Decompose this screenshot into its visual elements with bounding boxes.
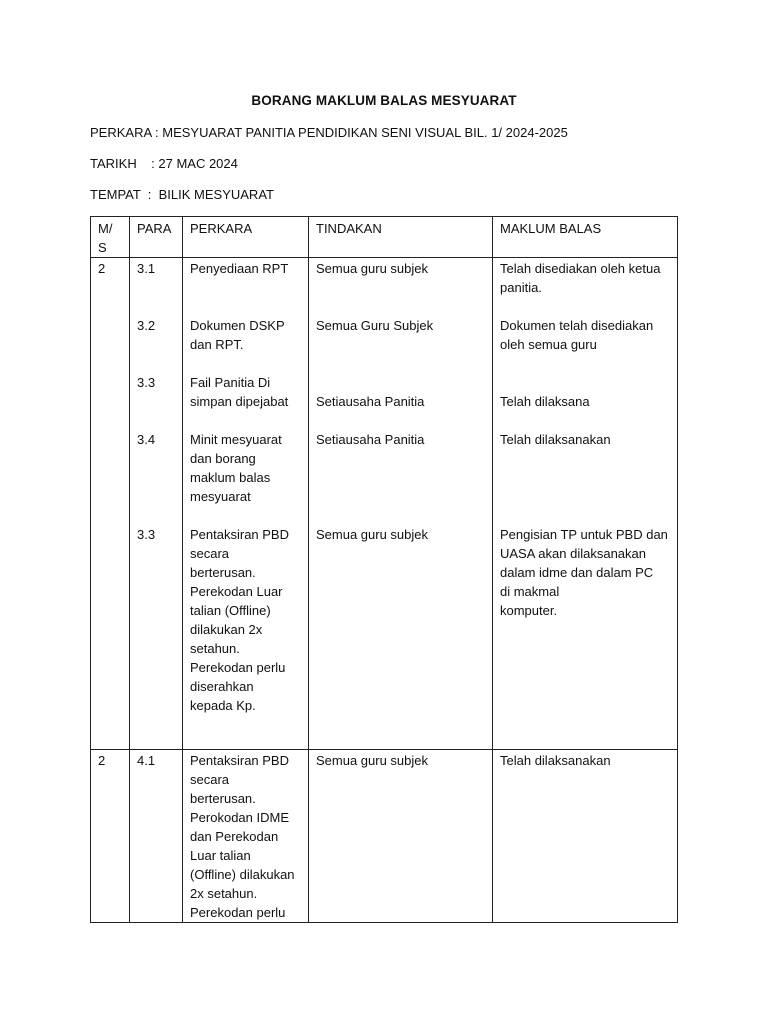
- cell-line: 3.1: [137, 261, 156, 276]
- cell-item: [500, 525, 671, 715]
- meeting-date: TARIKH : 27 MAC 2024: [90, 156, 238, 171]
- cell-line: Luar talian: [190, 848, 251, 863]
- cell-line: diserahkan: [190, 679, 254, 694]
- cell-line: Semua guru subjek: [316, 753, 429, 768]
- cell-line: Perokodan IDME: [190, 810, 289, 825]
- cell-line: Telah dilaksanakan: [500, 753, 611, 768]
- cell-line: Semua guru subjek: [316, 527, 429, 542]
- cell-line: dan borang: [190, 451, 256, 466]
- cell-maklum-balas: [493, 258, 678, 750]
- cell-line: Telah dilaksana: [500, 394, 590, 409]
- cell-line: Dokumen telah disediakan: [500, 318, 654, 333]
- cell-line: Pentaksiran PBD: [190, 527, 289, 542]
- cell-ms: 2: [91, 750, 130, 923]
- cell-item: [316, 373, 486, 411]
- cell-line: Setiausaha Panitia: [316, 432, 425, 447]
- header-maklum-balas: MAKLUM BALAS: [493, 217, 678, 258]
- cell-line: talian (Offline): [190, 603, 271, 618]
- cell-item: [137, 430, 176, 506]
- cell-perkara: [183, 750, 309, 923]
- cell-line: di makmal: [500, 584, 560, 599]
- cell-line: setahun.: [190, 641, 240, 656]
- cell-line: Fail Panitia Di: [190, 375, 271, 390]
- cell-line: [500, 373, 671, 392]
- header-perkara: PERKARA: [183, 217, 309, 258]
- cell-item: [190, 751, 302, 922]
- cell-line: secara: [190, 772, 230, 787]
- cell-line: Semua Guru Subjek: [316, 318, 434, 333]
- cell-item: [190, 430, 302, 506]
- cell-line: dilakukan 2x: [190, 622, 263, 637]
- cell-item: [190, 316, 302, 354]
- cell-line: mesyuarat: [190, 489, 251, 504]
- cell-line: panitia.: [500, 280, 542, 295]
- cell-line: dalam idme dan dalam PC: [500, 565, 654, 580]
- cell-ms: 2: [91, 258, 130, 750]
- document-title: BORANG MAKLUM BALAS MESYUARAT: [251, 93, 517, 108]
- table-body: [91, 258, 678, 923]
- cell-line: UASA akan dilaksanakan: [500, 546, 646, 561]
- cell-item: [316, 259, 486, 297]
- cell-item: [500, 259, 671, 297]
- cell-tindakan: [309, 750, 493, 923]
- header-tindakan: TINDAKAN: [309, 217, 493, 258]
- cell-line: Pentaksiran PBD: [190, 753, 289, 768]
- cell-line: Perekodan perlu: [190, 660, 286, 675]
- cell-line: simpan dipejabat: [190, 394, 289, 409]
- cell-item: [190, 259, 302, 297]
- cell-line: Semua guru subjek: [316, 261, 429, 276]
- feedback-table: [90, 216, 678, 923]
- cell-line: 3.3: [137, 527, 156, 542]
- cell-line: Penyediaan RPT: [190, 261, 289, 276]
- cell-item: [316, 316, 486, 354]
- cell-item: [190, 373, 302, 411]
- cell-line: secara: [190, 546, 230, 561]
- cell-line: 3.4: [137, 432, 156, 447]
- meeting-venue: TEMPAT : BILIK MESYUARAT: [90, 187, 274, 202]
- cell-item: [137, 751, 176, 922]
- cell-line: Setiausaha Panitia: [316, 394, 425, 409]
- meeting-perkara: PERKARA : MESYUARAT PANITIA PENDIDIKAN SENI VISUAL BIL. 1/ 2024-2025: [90, 125, 568, 140]
- cell-line: Telah disediakan oleh ketua: [500, 261, 661, 276]
- cell-item: [500, 430, 671, 506]
- cell-line: maklum balas: [190, 470, 271, 485]
- cell-item: [137, 259, 176, 297]
- cell-item: [190, 525, 302, 715]
- cell-line: dan Perekodan: [190, 829, 279, 844]
- table-row: [91, 750, 678, 923]
- cell-line: Perekodan Luar: [190, 584, 283, 599]
- cell-maklum-balas: [493, 750, 678, 923]
- cell-item: [137, 525, 176, 715]
- cell-item: [137, 373, 176, 411]
- cell-item: [316, 525, 486, 715]
- cell-tindakan: [309, 258, 493, 750]
- cell-item: [500, 751, 671, 922]
- header-ms: M/ S: [91, 217, 130, 258]
- cell-perkara: [183, 258, 309, 750]
- table-row: [91, 258, 678, 750]
- cell-line: Minit mesyuarat: [190, 432, 282, 447]
- cell-line: 2x setahun.: [190, 886, 258, 901]
- cell-line: Pengisian TP untuk PBD dan: [500, 527, 668, 542]
- cell-line: Perekodan perlu: [190, 905, 286, 920]
- cell-item: [500, 373, 671, 411]
- cell-line: [316, 373, 486, 392]
- cell-line: Dokumen DSKP: [190, 318, 285, 333]
- cell-line: 4.1: [137, 753, 156, 768]
- cell-para: [130, 258, 183, 750]
- cell-line: (Offline) dilakukan: [190, 867, 295, 882]
- cell-line: oleh semua guru: [500, 337, 597, 352]
- cell-line: kepada Kp.: [190, 698, 256, 713]
- cell-item: [316, 751, 486, 922]
- cell-line: 3.2: [137, 318, 156, 333]
- cell-item: [137, 316, 176, 354]
- cell-line: komputer.: [500, 603, 558, 618]
- cell-line: berterusan.: [190, 565, 256, 580]
- header-para: PARA: [130, 217, 183, 258]
- cell-para: [130, 750, 183, 923]
- cell-item: [316, 430, 486, 506]
- cell-line: 3.3: [137, 375, 156, 390]
- cell-line: dan RPT.: [190, 337, 244, 352]
- cell-line: berterusan.: [190, 791, 256, 806]
- cell-item: [500, 316, 671, 354]
- table-header-row: [91, 217, 678, 258]
- cell-line: Telah dilaksanakan: [500, 432, 611, 447]
